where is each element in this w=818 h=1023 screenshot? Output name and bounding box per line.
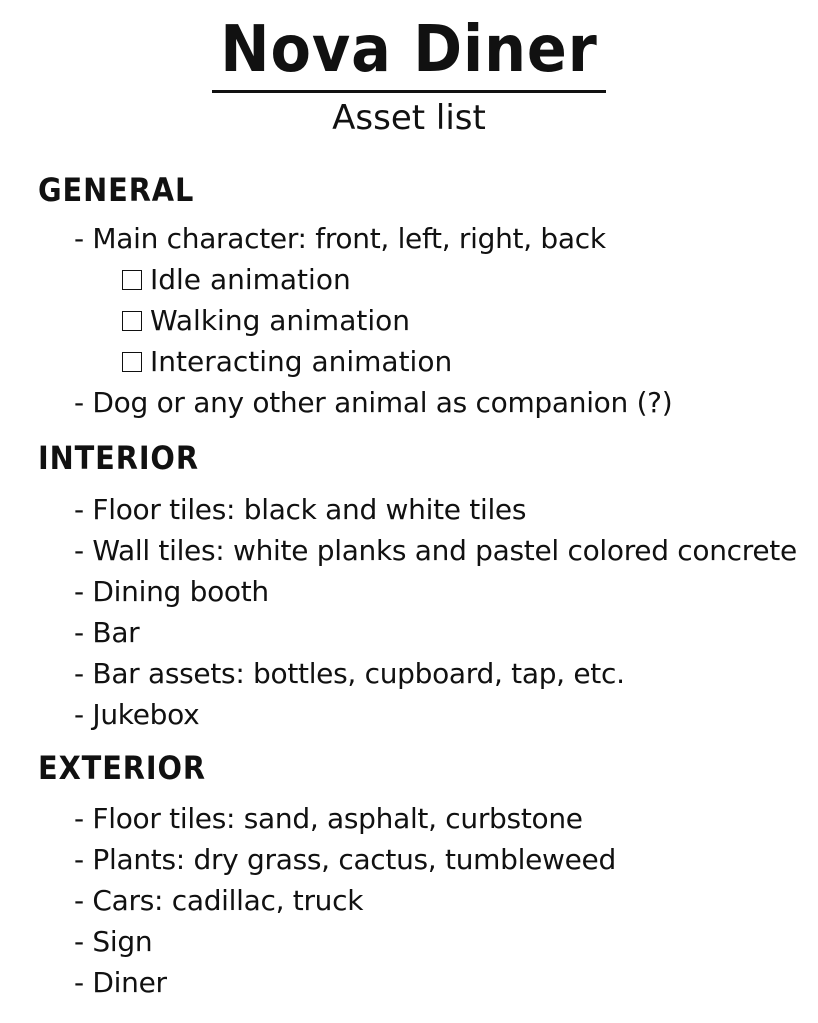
interior-list [74,489,797,735]
list-item: - Floor tiles: black and white tiles [74,489,797,530]
checkbox-empty-icon[interactable] [122,270,142,290]
section-heading-exterior: EXTERIOR [38,749,206,787]
list-item: - Bar assets: bottles, cupboard, tap, etc. [74,653,797,694]
title-underline [212,90,606,93]
document-subtitle: Asset list [332,98,486,138]
checkbox-empty-icon[interactable] [122,352,142,372]
list-item: - Wall tiles: white planks and pastel colored concrete [74,530,797,571]
animation-checklist [74,259,672,382]
checklist-item-label: Idle animation [150,263,351,296]
list-item: - Diner [74,962,616,1003]
section-heading-general: GENERAL [38,171,195,209]
list-item: - Bar [74,612,797,653]
general-list [74,218,672,423]
section-heading-interior: INTERIOR [38,439,199,477]
checkbox-empty-icon[interactable] [122,311,142,331]
checklist-item[interactable] [122,259,672,300]
list-item: - Sign [74,921,616,962]
list-item: - Jukebox [74,694,797,735]
checklist-item-label: Interacting animation [150,345,453,378]
checklist-item[interactable] [122,341,672,382]
document-title: Nova Diner [220,13,598,87]
exterior-list [74,798,616,1003]
list-item: - Floor tiles: sand, asphalt, curbstone [74,798,616,839]
checklist-item-label: Walking animation [150,304,410,337]
list-item: - Dining booth [74,571,797,612]
list-item: - Main character: front, left, right, back [74,218,672,259]
list-item: - Dog or any other animal as companion (?) [74,382,672,423]
list-item: - Cars: cadillac, truck [74,880,616,921]
list-item: - Plants: dry grass, cactus, tumbleweed [74,839,616,880]
checklist-item[interactable] [122,300,672,341]
